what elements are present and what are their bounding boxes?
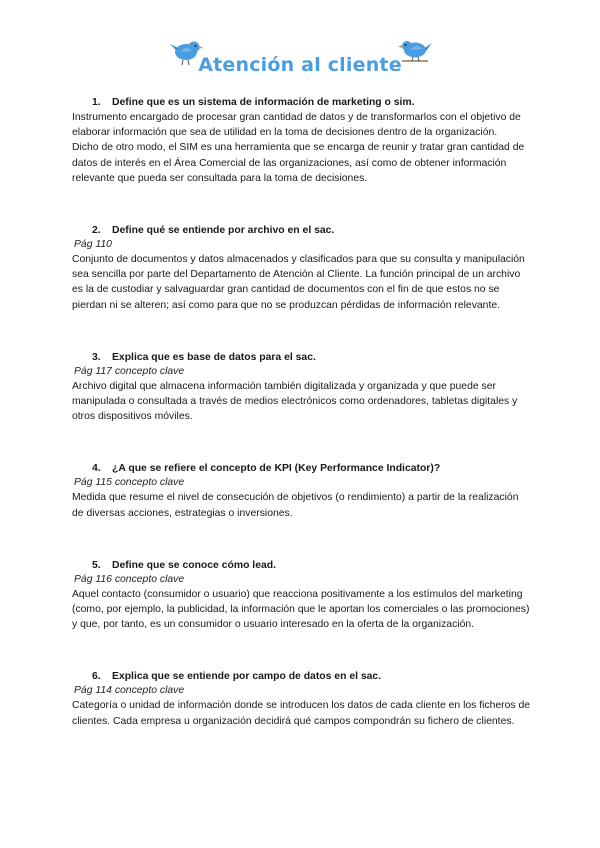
answer: Medida que resume el nivel de consecución de objetivos (o rendimiento) a partir de la realización de diversas acciones, estrategias o inversiones. <box>72 492 519 519</box>
question: 1. Define que es un sistema de información de marketing o sim. <box>92 97 415 108</box>
question: 3. Explica que es base de datos para el sac. <box>92 351 316 363</box>
answer: Archivo digital que almacena información también digitalizada y organizada y que puede ser manipulada o consultada a través de medios electrónicos como ordenadores, tabletas digitales y otros dispositivos móviles. <box>72 380 518 423</box>
page-reference: Pág 115 concepto clave <box>74 477 185 489</box>
qa-item <box>72 462 532 520</box>
question: 4. ¿A que se refiere el concepto de KPI (Key Performance Indicator)? <box>92 463 441 475</box>
page-title: Atención al cliente <box>198 54 402 76</box>
qa-item <box>72 96 532 186</box>
page-reference: Pág 117 concepto clave <box>74 365 185 377</box>
qa-list <box>72 96 532 729</box>
qa-item <box>72 224 532 313</box>
answer: Conjunto de documentos y datos almacenados y clasificados para que su consulta y manipulación sea sencilla por parte del Departamento de Atención al Cliente. La función principal de un archivo es la de custodiar y salvaguardar gran cantidad de documentos con el fin de que estos no se pierdan ni se alteren; así como para que no se produzcan pérdidas de información relevante. <box>72 254 525 311</box>
page-header <box>0 36 600 76</box>
bird-icon <box>398 38 432 68</box>
answer: Instrumento encargado de procesar gran cantidad de datos y de transformarlos con el objetivo de elaborar información que sea de utilidad en la toma de decisiones dentro de la organización. Dicho de otro modo, el SIM es una herramienta que se encarga de reunir y tratar gran cantidad de datos de interés en el Área Comercial de las organizaciones, así como de obtener información relevante que pueda ser consultada para la toma de decisiones. <box>72 112 525 184</box>
page-reference: Pág 110 <box>74 239 112 251</box>
qa-item <box>72 670 532 728</box>
page-reference: Pág 114 concepto clave <box>74 685 185 697</box>
qa-item <box>72 351 532 425</box>
answer: Aquel contacto (consumidor o usuario) que reacciona positivamente a los estímulos del marketing (como, por ejemplo, la publicidad, la información que le aportan los comerciales o las promociones) y que, por tanto, es un consumidor o usuario interesado en la oferta de la organización. <box>72 588 530 631</box>
page-reference: Pág 116 concepto clave <box>74 573 185 585</box>
question: 5. Define que se conoce cómo lead. <box>92 559 276 571</box>
question: 6. Explica que se entiende por campo de datos en el sac. <box>92 671 382 683</box>
qa-item <box>72 559 532 633</box>
question: 2. Define qué se entiende por archivo en el sac. <box>92 225 335 237</box>
answer: Categoría o unidad de información donde se introducen los datos de cada cliente en los ficheros de clientes. Cada empresa u organización decidirá qué campos compondrán su fichero de clientes. <box>72 700 531 727</box>
